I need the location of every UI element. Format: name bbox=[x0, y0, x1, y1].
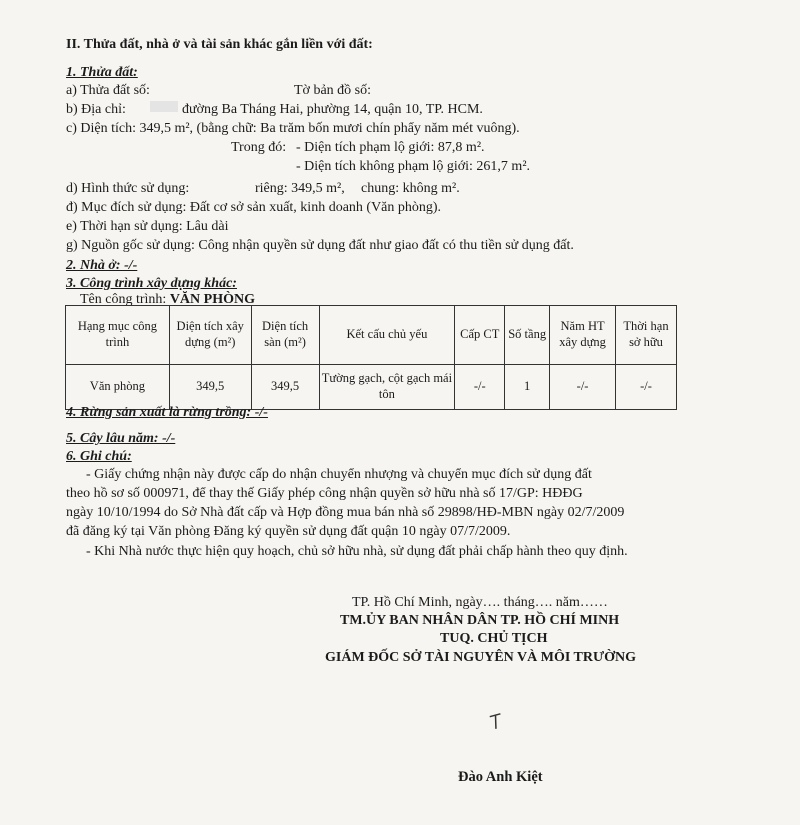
land-address-value: đường Ba Tháng Hai, phường 14, quận 10, TP. HCM. bbox=[182, 102, 483, 117]
signing-authorization: TUQ. CHỦ TỊCH bbox=[440, 631, 548, 646]
table-header-cell: Số tầng bbox=[505, 306, 550, 365]
signing-organization: TM.ỦY BAN NHÂN DÂN TP. HỒ CHÍ MINH bbox=[340, 613, 620, 628]
land-area-within: Trong đó: bbox=[231, 140, 287, 155]
construction-table bbox=[65, 305, 677, 410]
table-cell: Tường gạch, cột gạch mái tôn bbox=[319, 365, 455, 410]
construction-name-value: VĂN PHÒNG bbox=[169, 292, 255, 307]
usage-purpose: đ) Mục đích sử dụng: Đất cơ sở sản xuất, kinh doanh (Văn phòng). bbox=[66, 200, 442, 215]
forest-heading: 4. Rừng sản xuất là rừng trồng: -/- bbox=[66, 405, 268, 420]
land-map-sheet: Tờ bản đồ số: bbox=[294, 83, 372, 98]
table-header-cell: Hạng mục công trình bbox=[66, 306, 170, 365]
table-cell: -/- bbox=[616, 365, 677, 410]
house-heading: 2. Nhà ở: -/- bbox=[66, 258, 138, 273]
table-header-row bbox=[66, 306, 677, 365]
land-area: c) Diện tích: 349,5 m², (bằng chữ: Ba trăm bốn mươi chín phẩy năm mét vuông). bbox=[66, 121, 520, 136]
handwritten-signature bbox=[486, 710, 513, 736]
table-cell: 349,5 bbox=[169, 365, 251, 410]
construction-name-label: Tên công trình: bbox=[80, 292, 167, 307]
usage-term: e) Thời hạn sử dụng: Lâu dài bbox=[66, 219, 229, 234]
notes-heading: 6. Ghi chú: bbox=[66, 449, 132, 464]
land-address-label: b) Địa chỉ: bbox=[66, 102, 126, 117]
usage-form-private: riêng: 349,5 m², bbox=[255, 181, 345, 196]
table-cell: -/- bbox=[550, 365, 616, 410]
usage-origin: g) Nguồn gốc sử dụng: Công nhận quyền sử dụng đất như giao đất có thu tiền sử dụng đất. bbox=[66, 238, 574, 253]
note-line: - Giấy chứng nhận này được cấp do nhận chuyển nhượng và chuyển mục đích sử dụng đất bbox=[86, 467, 592, 482]
usage-form-shared: chung: không m². bbox=[361, 181, 460, 196]
note-line: ngày 10/10/1994 do Sở Nhà đất cấp và Hợp đồng mua bán nhà số 29898/HĐ-MBN ngày 02/7/2009 bbox=[66, 505, 625, 520]
usage-form-label: d) Hình thức sử dụng: bbox=[66, 181, 190, 196]
table-header-cell: Năm HT xây dựng bbox=[550, 306, 616, 365]
note-line: đã đăng ký tại Văn phòng Đăng ký quyền sử dụng đất quận 10 ngày 07/7/2009. bbox=[66, 524, 511, 539]
signer-title: GIÁM ĐỐC SỞ TÀI NGUYÊN VÀ MÔI TRƯỜNG bbox=[325, 650, 637, 665]
perennial-heading: 5. Cây lâu năm: -/- bbox=[66, 431, 176, 446]
table-cell: Văn phòng bbox=[66, 365, 170, 410]
section-title: II. Thửa đất, nhà ở và tài sản khác gắn liền với đất: bbox=[66, 37, 373, 52]
table-cell: 349,5 bbox=[251, 365, 319, 410]
table-header-cell: Diện tích xây dựng (m²) bbox=[169, 306, 251, 365]
table-cell: -/- bbox=[455, 365, 505, 410]
land-area-not-violating: - Diện tích không phạm lộ giới: 261,7 m². bbox=[296, 159, 531, 174]
table-header-cell: Cấp CT bbox=[455, 306, 505, 365]
table-header-cell: Diện tích sàn (m²) bbox=[251, 306, 319, 365]
table-cell: 1 bbox=[505, 365, 550, 410]
note-line: - Khi Nhà nước thực hiện quy hoạch, chủ sở hữu nhà, sử dụng đất phải chấp hành theo quy định. bbox=[86, 544, 628, 559]
land-parcel-number: a) Thửa đất số: bbox=[66, 83, 150, 98]
signing-date: TP. Hồ Chí Minh, ngày…. tháng…. năm…… bbox=[352, 595, 608, 610]
construction-heading: 3. Công trình xây dựng khác: bbox=[66, 276, 237, 291]
land-area-violating: - Diện tích phạm lộ giới: 87,8 m². bbox=[296, 140, 485, 155]
redacted-area bbox=[150, 101, 178, 112]
note-line: theo hồ sơ số 000971, để thay thế Giấy phép công nhận quyền sở hữu nhà số 17/GP: HĐĐG bbox=[66, 486, 583, 501]
signer-name: Đào Anh Kiệt bbox=[458, 769, 543, 785]
table-header-cell: Kết cấu chủ yếu bbox=[319, 306, 455, 365]
table-row bbox=[66, 365, 677, 410]
table-header-cell: Thời hạn sở hữu bbox=[616, 306, 677, 365]
land-heading: 1. Thửa đất: bbox=[66, 65, 138, 80]
